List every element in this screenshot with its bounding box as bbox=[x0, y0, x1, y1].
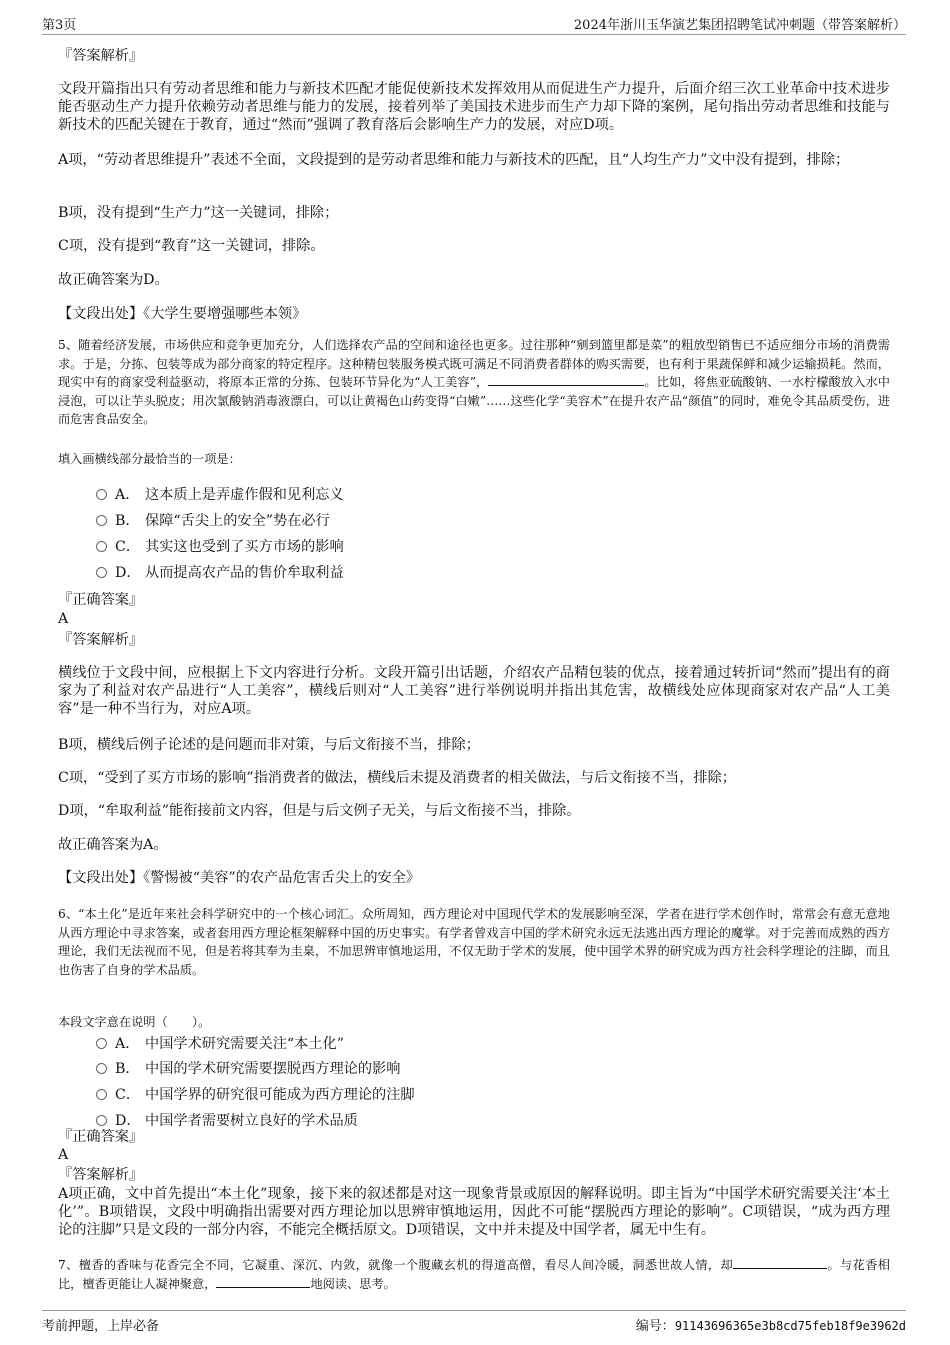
q7-stem: 7、檀香的香味与花香完全不同，它凝重、深沉、内敛，就像一个腹藏玄机的得道高僧，看尽人间冷暖，洞悉世故人情，却 。与花香相比，檀香更能让人凝神聚意， 地阅读、思考。 bbox=[58, 1258, 890, 1291]
radio-icon[interactable] bbox=[96, 541, 107, 552]
q5-analysis-label: 『答案解析』 bbox=[58, 632, 144, 648]
page-footer bbox=[42, 1310, 906, 1335]
document-title: 2024年浙川玉华演艺集团招聘笔试冲刺题（带答案解析） bbox=[573, 18, 906, 33]
q4-source: 【文段出处】《大学生要增强哪些本领》 bbox=[58, 306, 307, 322]
q4-option-c-note: C项，没有提到“教育”这一关键词，排除。 bbox=[58, 238, 325, 254]
q4-analysis: 文段开篇指出只有劳动者思维和能力与新技术匹配才能促使新技术发挥效用从而促进生产力提升，后面介绍三次工业革命中技术进步能否驱动生产力提升依赖劳动者思维与能力的发展，接着列举了美国技术进步而生产力却下降的案例，尾句指出劳动者思维和技能与新技术的匹配关键在于教育，通过“然而”强调了教育落后会影响生产力的发展，对应D项。 bbox=[58, 81, 890, 133]
q4-analysis-label: 『答案解析』 bbox=[58, 48, 144, 64]
q4-option-b-note: B项，没有提到“生产力”这一关键词，排除； bbox=[58, 205, 339, 221]
q5-analysis: 横线位于文段中间，应根据上下文内容进行分析。文段开篇引出话题，介绍农产品精包装的优点，接着通过转折词“然而”提出有的商家为了利益对农产品进行“人工美容”，横线后则对“人工美容”进行举例说明并指出其危害，故横线处应体现商家对农产品“人工美容”是一种不当行为，对应A项。 bbox=[58, 665, 890, 717]
q5-answer-label: 『正确答案』 bbox=[58, 592, 144, 608]
radio-icon[interactable] bbox=[96, 489, 107, 500]
q6-answer: A bbox=[58, 1147, 69, 1163]
q6-option-d[interactable]: D． 中国学者需要树立良好的学术品质 bbox=[96, 1112, 358, 1130]
q5-option-d-note: D项，“牟取利益”能衔接前文内容，但是与后文例子无关，与后文衔接不当，排除。 bbox=[58, 803, 581, 819]
page-number: 第3页 bbox=[42, 18, 77, 33]
q5-answer: A bbox=[58, 611, 69, 627]
q6-stem: 6、“本土化”是近年来社会科学研究中的一个核心词汇。众所周知，西方理论对中国现代学术的发展影响至深，学者在进行学术创作时，常常会有意无意地从西方理论中寻求答案，或者套用西方理论框架解释中国的历史事实。有学者曾戏言中国的学术研究永远无法逃出西方理论的魔掌。对于完善而成熟的西方理论，我们无法视而不见，但是若将其奉为圭臬，不加思辨审慎地运用，不仅无助于学术的发展，使中国学术界的研究成为西方社会科学理论的注脚，而且也伤害了自身的学术品质。 bbox=[58, 907, 890, 977]
q5-option-b[interactable]: B． 保障“舌尖上的安全”势在必行 bbox=[96, 512, 330, 530]
radio-icon[interactable] bbox=[96, 1063, 107, 1074]
answer-blank bbox=[488, 373, 644, 386]
q6-option-a[interactable]: A． 中国学术研究需要关注“本土化” bbox=[96, 1035, 344, 1053]
footer-code: 编号：91143696365e3b8cd75feb18f9e3962d bbox=[635, 1319, 906, 1334]
radio-icon[interactable] bbox=[96, 1115, 107, 1126]
radio-icon[interactable] bbox=[96, 515, 107, 526]
answer-blank bbox=[733, 1256, 827, 1269]
q5-option-c-note: C项，“受到了买方市场的影响”指消费者的做法，横线后未提及消费者的相关做法，与后文衔接不当，排除； bbox=[58, 770, 736, 786]
q6-option-b[interactable]: B． 中国的学术研究需要摆脱西方理论的影响 bbox=[96, 1060, 400, 1078]
q5-option-b-note: B项，横线后例子论述的是问题而非对策，与后文衔接不当，排除； bbox=[58, 737, 480, 753]
q4-conclusion: 故正确答案为D。 bbox=[58, 272, 169, 288]
q5-option-d[interactable]: D． 从而提高农产品的售价牟取利益 bbox=[96, 564, 344, 582]
radio-icon[interactable] bbox=[96, 567, 107, 578]
q6-analysis-label: 『答案解析』 bbox=[58, 1167, 144, 1183]
q5-stem: 5、随着经济发展，市场供应和竞争更加充分，人们选择农产品的空间和途径也更多。过往那种“剜到篮里都是菜”的粗放型销售已不适应细分市场的消费需求。于是，分拣、包装等成为部分商家的特定程序。这种精包装服务模式既可满足不同消费者群体的购买需要，也有利于果蔬保鲜和减少运输损耗。然而，现实中有的商家受利益驱动，将原本正常的分拣、包装环节异化为“人工美容”， 。比如，将焦亚硫酸钠、一水柠檬酸放入水中浸泡，可以让芋头脱皮；用次氯酸钠消毒液漂白，可以让黄褐色山药变得“白嫩”……这些化学“美容术”在提升农产品“颜值”的同时，难免令其品质受伤，进而危害食品安全。 bbox=[58, 338, 890, 426]
page-header bbox=[42, 12, 906, 35]
q6-answer-label: 『正确答案』 bbox=[58, 1129, 144, 1145]
q5-option-c[interactable]: C． 其实这也受到了买方市场的影响 bbox=[96, 538, 344, 556]
radio-icon[interactable] bbox=[96, 1089, 107, 1100]
q5-prompt: 填入画横线部分最恰当的一项是： bbox=[58, 452, 241, 466]
q5-option-a[interactable]: A． 这本质上是弄虚作假和见利忘义 bbox=[96, 486, 344, 504]
q6-analysis: A项正确，文中首先提出“本土化”现象，接下来的叙述都是对这一现象背景或原因的解释说明。即主旨为“中国学术研究需要关注‘本土化’”。B项错误，文段中明确指出需要对西方理论加以思辨审慎地运用，因此不可能“摆脱西方理论的影响”。C项错误，“成为西方理论的注脚”只是文段的一部分内容，不能完全概括原文。D项错误，文中并未提及中国学者，属无中生有。 bbox=[58, 1186, 890, 1238]
radio-icon[interactable] bbox=[96, 1038, 107, 1049]
q5-conclusion: 故正确答案为A。 bbox=[58, 837, 168, 853]
q6-prompt: 本段文字意在说明（ ）。 bbox=[58, 1015, 211, 1029]
footer-slogan: 考前押题，上岸必备 bbox=[42, 1319, 160, 1334]
q4-option-a-note: A项，“劳动者思维提升”表述不全面，文段提到的是劳动者思维和能力与新技术的匹配，且“人均生产力”文中没有提到，排除； bbox=[58, 152, 850, 168]
q5-source: 【文段出处】《警惕被“美容”的农产品危害舌尖上的安全》 bbox=[58, 870, 421, 886]
answer-blank bbox=[216, 1275, 310, 1288]
q6-option-c[interactable]: C． 中国学界的研究很可能成为西方理论的注脚 bbox=[96, 1086, 415, 1104]
